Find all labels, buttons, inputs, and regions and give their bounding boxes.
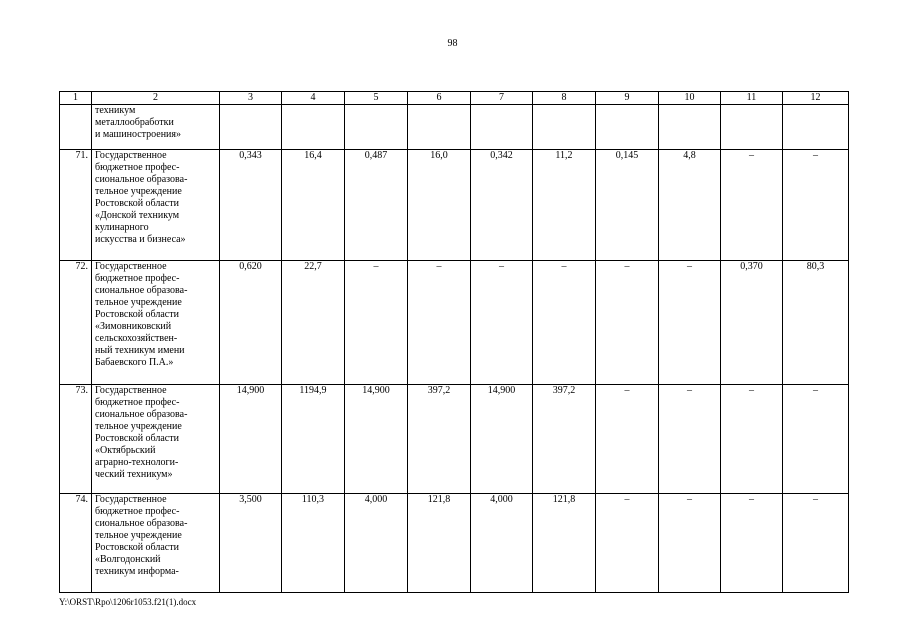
value-cell: – bbox=[408, 261, 471, 385]
header-cell: 8 bbox=[533, 92, 596, 105]
file-path-footer: Y:\ORST\Rpo\1206r1053.f21(1).docx bbox=[59, 597, 197, 607]
header-cell: 9 bbox=[596, 92, 659, 105]
institution-name: Государственное бюджетное профес- сиональное образова- тельное учреждение Ростовской области «Донской техникум кулинарного искусства и бизнеса» bbox=[92, 150, 220, 261]
value-cell: 80,3 bbox=[783, 261, 849, 385]
value-cell: – bbox=[783, 150, 849, 261]
header-cell: 12 bbox=[783, 92, 849, 105]
value-cell: – bbox=[659, 385, 721, 494]
value-cell: 11,2 bbox=[533, 150, 596, 261]
value-cell bbox=[721, 105, 783, 150]
value-cell: 4,8 bbox=[659, 150, 721, 261]
value-cell: – bbox=[533, 261, 596, 385]
value-cell: 1194,9 bbox=[282, 385, 345, 494]
header-cell: 10 bbox=[659, 92, 721, 105]
row-number: 74. bbox=[60, 494, 92, 593]
value-cell: 16,0 bbox=[408, 150, 471, 261]
value-cell bbox=[596, 105, 659, 150]
header-cell: 2 bbox=[92, 92, 220, 105]
value-cell: 14,900 bbox=[345, 385, 408, 494]
row-number: 73. bbox=[60, 385, 92, 494]
value-cell: 3,500 bbox=[220, 494, 282, 593]
value-cell: 397,2 bbox=[533, 385, 596, 494]
value-cell: – bbox=[721, 494, 783, 593]
value-cell: 0,342 bbox=[471, 150, 533, 261]
value-cell: 14,900 bbox=[471, 385, 533, 494]
row-number bbox=[60, 105, 92, 150]
header-cell: 6 bbox=[408, 92, 471, 105]
value-cell: – bbox=[783, 494, 849, 593]
table-row bbox=[60, 150, 849, 261]
institution-name: Государственное бюджетное профес- сиональное образова- тельное учреждение Ростовской области «Волгодонский техникум информа- bbox=[92, 494, 220, 593]
value-cell: 0,487 bbox=[345, 150, 408, 261]
institution-name: техникум металлообработки и машиностроения» bbox=[92, 105, 220, 150]
value-cell bbox=[471, 105, 533, 150]
value-cell: 4,000 bbox=[345, 494, 408, 593]
institution-name: Государственное бюджетное профес- сиональное образова- тельное учреждение Ростовской области «Октябрьский аграрно-технологи- ческий техникум» bbox=[92, 385, 220, 494]
value-cell: 16,4 bbox=[282, 150, 345, 261]
value-cell bbox=[408, 105, 471, 150]
row-number: 72. bbox=[60, 261, 92, 385]
value-cell: – bbox=[721, 150, 783, 261]
value-cell bbox=[220, 105, 282, 150]
value-cell: 4,000 bbox=[471, 494, 533, 593]
value-cell: – bbox=[783, 385, 849, 494]
header-cell: 1 bbox=[60, 92, 92, 105]
value-cell: – bbox=[471, 261, 533, 385]
value-cell: – bbox=[596, 261, 659, 385]
header-cell: 11 bbox=[721, 92, 783, 105]
value-cell: 22,7 bbox=[282, 261, 345, 385]
institution-name: Государственное бюджетное профес- сиональное образова- тельное учреждение Ростовской области «Зимовниковский сельскохозяйствен- ный техникум имени Бабаевского П.А.» bbox=[92, 261, 220, 385]
value-cell bbox=[783, 105, 849, 150]
table-row bbox=[60, 494, 849, 593]
table-body bbox=[60, 105, 849, 593]
table-row bbox=[60, 261, 849, 385]
budget-table bbox=[59, 91, 849, 593]
value-cell bbox=[659, 105, 721, 150]
value-cell: 0,343 bbox=[220, 150, 282, 261]
value-cell: 397,2 bbox=[408, 385, 471, 494]
value-cell: 0,145 bbox=[596, 150, 659, 261]
value-cell: – bbox=[596, 494, 659, 593]
value-cell: – bbox=[659, 261, 721, 385]
value-cell: 121,8 bbox=[533, 494, 596, 593]
value-cell: – bbox=[596, 385, 659, 494]
value-cell: – bbox=[721, 385, 783, 494]
value-cell: 110,3 bbox=[282, 494, 345, 593]
table-header bbox=[60, 92, 849, 105]
table-row bbox=[60, 385, 849, 494]
header-cell: 3 bbox=[220, 92, 282, 105]
value-cell: 0,620 bbox=[220, 261, 282, 385]
value-cell bbox=[282, 105, 345, 150]
value-cell: 0,370 bbox=[721, 261, 783, 385]
header-row bbox=[60, 92, 849, 105]
header-cell: 5 bbox=[345, 92, 408, 105]
value-cell: – bbox=[345, 261, 408, 385]
row-number: 71. bbox=[60, 150, 92, 261]
header-cell: 4 bbox=[282, 92, 345, 105]
value-cell bbox=[533, 105, 596, 150]
value-cell bbox=[345, 105, 408, 150]
header-cell: 7 bbox=[471, 92, 533, 105]
value-cell: 14,900 bbox=[220, 385, 282, 494]
value-cell: – bbox=[659, 494, 721, 593]
value-cell: 121,8 bbox=[408, 494, 471, 593]
page-number: 98 bbox=[447, 38, 458, 49]
table-row bbox=[60, 105, 849, 150]
